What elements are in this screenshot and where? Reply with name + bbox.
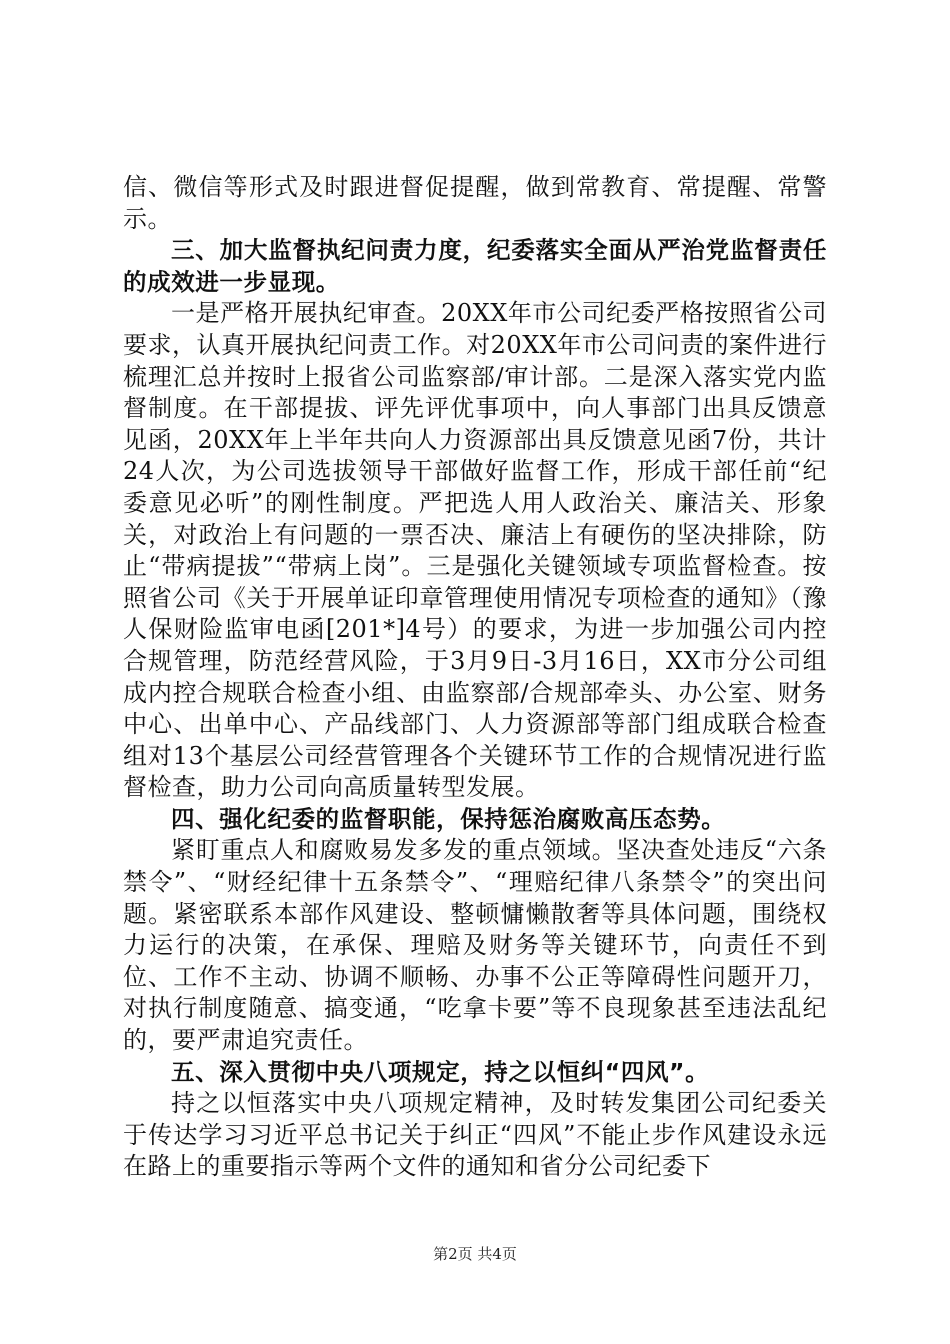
paragraph-body: 紧盯重点人和腐败易发多发的重点领域。坚决查处违反“六条禁令”、“财经纪律十五条禁令”、“理赔纪律八条禁令”的突出问题。紧密联系本部作风建设、整顿慵懒散奢等具体问题，围绕权力运行的决策，在承保、理赔及财务等关键环节，向责任不到位、工作不主动、协调不顺畅、办事不公正等障碍性问题开刀，对执行制度随意、搞变通，“吃拿卡要”等不良现象甚至违法乱纪的，要严肃追究责任。 — [123, 836, 827, 1055]
paragraph-body: 持之以恒落实中央八项规定精神，及时转发集团公司纪委关于传达学习习近平总书记关于纠正“四风”不能止步作风建设永远在路上的重要指示等两个文件的通知和省分公司纪委下 — [123, 1089, 827, 1181]
page-number-footer: 第2页 共4页 — [433, 1245, 517, 1263]
document-body — [123, 172, 827, 1183]
section-heading-five: 五、深入贯彻中央八项规定，持之以恒纠“四风”。 — [171, 1057, 710, 1086]
paragraph-body: 信、微信等形式及时跟进督促提醒，做到常教育、常提醒、常警示。 — [123, 173, 827, 233]
section-heading-four: 四、强化纪委的监督职能，保持惩治腐败高压态势。 — [171, 804, 726, 833]
section-heading-three: 三、加大监督执纪问责力度，纪委落实全面从严治党监督责任的成效进一步显现。 — [123, 236, 827, 296]
paragraph-body: 一是严格开展执纪审查。20XX年市公司纪委严格按照省公司要求，认真开展执纪问责工作。对20XX年市公司问责的案件进行梳理汇总并按时上报省公司监察部/审计部。二是深入落实党内监督制度。在干部提拔、评先评优事项中，向人事部门出具反馈意见函，20XX年上半年共向人力资源部出具反馈意见函7份，共计24人次，为公司选拔领导干部做好监督工作，形成干部任前“纪委意见必听”的刚性制度。严把选人用人政治关、廉洁关、形象关，对政治上有问题的一票否决、廉洁上有硬伤的坚决排除，防止“带病提拔”“带病上岗”。三是强化关键领域专项监督检查。按照省公司《关于开展单证印章管理使用情况专项检查的通知》（豫人保财险监审电函[201*]4号）的要求，为进一步加强公司内控合规管理，防范经营风险，于3月9日-3月16日，XX市分公司组成内控合规联合检查小组、由监察部/合规部牵头、办公室、财务中心、出单中心、产品线部门、人力资源部等部门组成联合检查组对13个基层公司经营管理各个关键环节工作的合规情况进行监督检查，助力公司向高质量转型发展。 — [123, 299, 827, 802]
